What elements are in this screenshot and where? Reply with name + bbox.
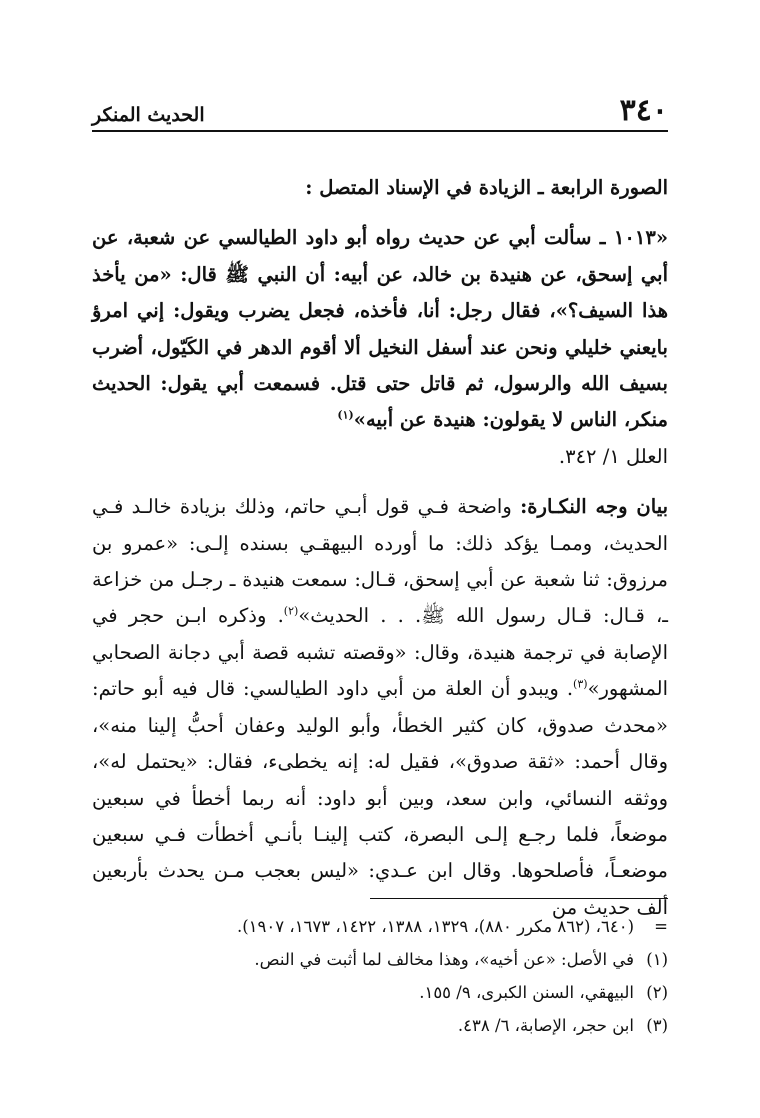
footnote-mark: (١): [646, 950, 668, 969]
footnote-text: (٦٤٠، (٨٦٢ مكرر ٨٨٠)، ١٣٢٩، ١٣٨٨، ١٤٢٢، ١٦٧٣، ١٩٠٧).: [236, 917, 634, 936]
page-number: ٣٤٠: [619, 93, 668, 128]
running-title: الحديث المنكر: [92, 104, 205, 126]
footnote-ref-2: (٢): [283, 604, 299, 618]
explanation-part-2: . وذكره ابـن حجر في الإصابة في ترجمة هنيدة، وقال: «وقصته تشبه قصة أبي دجانة الصحابي المشهور»: [92, 604, 668, 701]
footnote-ref-1: (١): [337, 408, 354, 422]
section-heading: الصورة الرابعة ـ الزيادة في الإسناد المتصل :: [305, 176, 668, 199]
footnotes: [92, 910, 668, 1042]
hadith-reference: العلل ١/ ٣٤٢.: [558, 444, 668, 468]
footnote-mark: (٢): [646, 983, 668, 1002]
explanation-label: بيان وجه النكـارة:: [520, 495, 668, 519]
footnote-text: البيهقي، السنن الكبرى، ٩/ ١٥٥.: [419, 983, 634, 1002]
hadith-paragraph: [92, 220, 668, 438]
footnote-mark: (٣): [646, 1016, 668, 1035]
explanation-paragraph: [92, 489, 668, 926]
explanation-part-1: واضحة فـي قول أبـي حاتم، وذلك بزيادة خالـد فـي الحديث، وممـا يؤكد ذلك: ما أورده البيهقـي بسنده إلـى: «عمرو بن مرزوق: ثنا شعبة عن أبي إسحق، قـال: سمعت هنيدة ـ رجـل من خزاعة ـ، قـال: قـال رسول الله ﷺ. . . الحديث»: [92, 495, 668, 628]
footnote-item: [92, 910, 668, 943]
hadith-text: «١٠١٣ ـ سألت أبي عن حديث رواه أبو داود الطيالسي عن شعبة، عن أبي إسحق، عن هنيدة بن خالد، عن أبيه: أن النبي ﷺ قال: «من يأخذ هذا السيف؟»، فقال رجل: أنا، فأخذه، فجعل يضرب ويقول: إني امرؤ بايعني خليلي ونحن عند أسفل النخيل ألا أقوم الدهر في الكَيّول، أضرب بسيف الله والرسول، ثم قاتل حتى قتل. فسمعت أبي يقول: الحديث منكر، الناس لا يقولون: هنيدة عن أبيه»: [92, 226, 668, 432]
main-text: [92, 170, 668, 926]
footnote-text: ابن حجر، الإصابة، ٦/ ٤٣٨.: [457, 1016, 634, 1035]
explanation-part-3: . ويبدو أن العلة من أبي داود الطيالسي: قال فيه أبو حاتم: «محدث صدوق، كان كثير الخطأ، وأبو الوليد وعفان أحبُّ إلينا منه»، وقال أحمد: «ثقة صدوق»، فقيل له: إنه يخطىء، فقال: «يحتمل له»، ووثقه النسائي، وابن سعد، وبين أبو داود: أنه ربما أخطأ في سبعين موضعاً، فلما رجـع إلـى البصرة، كتب إلينـا بأنـي أخطأت فـي سبعين موضعـاً، فأصلحوها. وقال ابن عـدي: «ليس بعجب مـن يحدث بأربعين ألف حديث من: [92, 677, 668, 919]
footnote-item: [92, 1009, 668, 1042]
footnote-item: [92, 976, 668, 1009]
page-header: [92, 86, 668, 132]
footnote-item: [92, 943, 668, 976]
footnote-mark: =: [654, 917, 668, 936]
footnote-divider: [370, 898, 668, 899]
footnote-text: في الأصل: «عن أخيه»، وهذا مخالف لما أثبت في النص.: [254, 950, 634, 969]
footnote-ref-3: (٣): [573, 677, 588, 691]
